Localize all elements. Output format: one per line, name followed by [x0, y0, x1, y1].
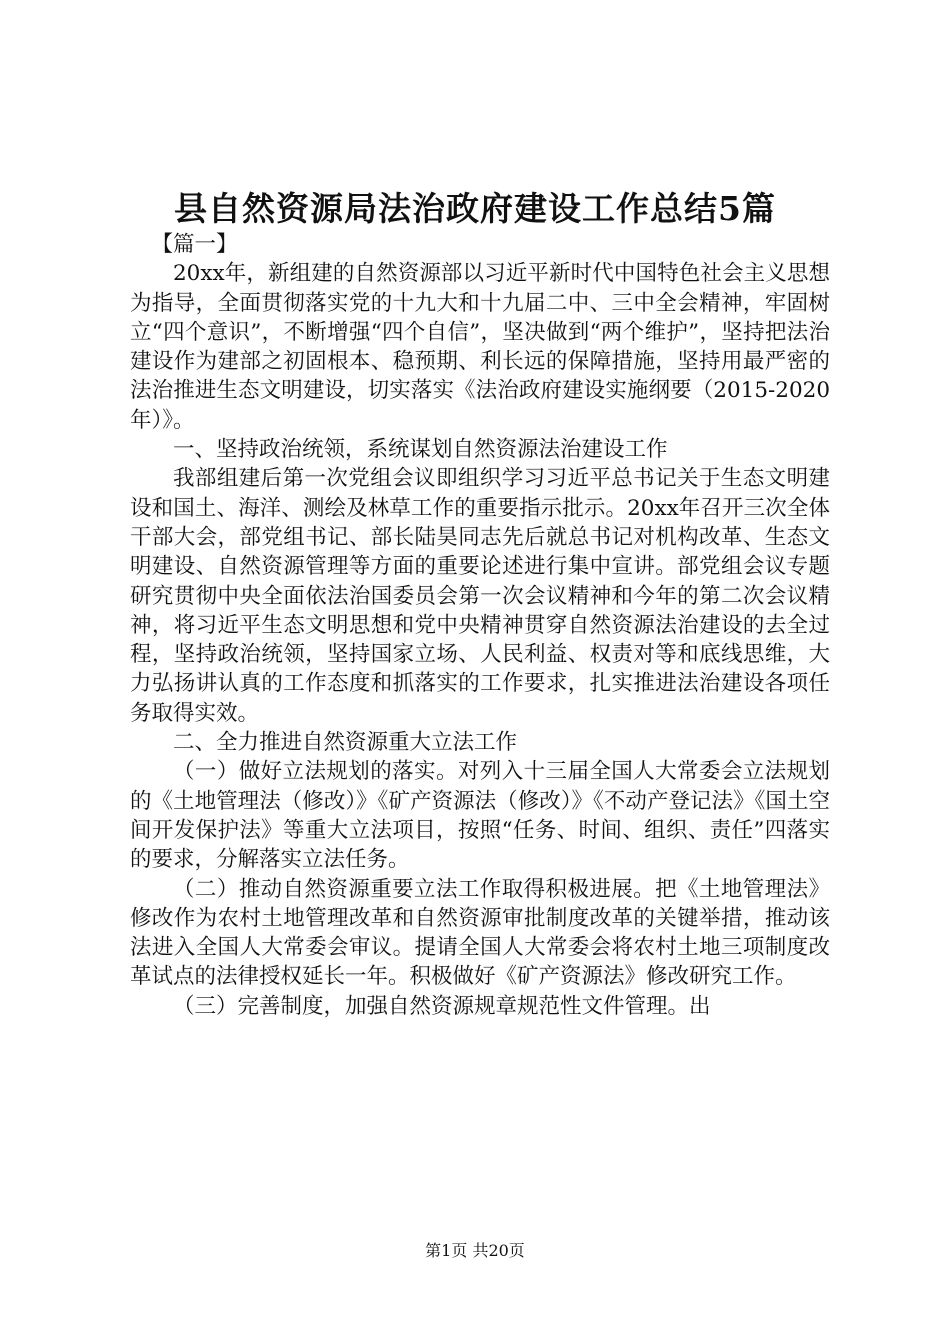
page-footer: 第1页 共20页 — [425, 1241, 525, 1260]
paragraph-section-1: 我部组建后第一次党组会议即组织学习习近平总书记关于生态文明建设和国土、海洋、测绘及林草工作的重要指示批示。20xx年召开三次全体干部大会，部党组书记、部长陆昊同志先后就总书记对机构改革、生态文明建设、自然资源管理等方面的重要论述进行集中宣讲。部党组会议专题研究贯彻中央全面依法治国委员会第一次会议精神和今年的第二次会议精神，将习近平生态文明思想和党中央精神贯穿自然资源法治建设的去全过程，坚持政治统领，坚持国家立场、人民利益、权责对等和底线思维，大力弘扬讲认真的工作态度和抓落实的工作要求，扎实推进法治建设各项任务取得实效。 — [130, 466, 830, 726]
paragraph-subsection-2: （二）推动自然资源重要立法工作取得积极进展。把《土地管理法》修改作为农村土地管理改革和自然资源审批制度改革的关键举措，推动该法进入全国人大常委会审议。提请全国人大常委会将农村土地三项制度改革试点的法律授权延长一年。积极做好《矿产资源法》修改研究工作。 — [130, 876, 830, 990]
paragraph-subsection-1: （一）做好立法规划的落实。对列入十三届全国人大常委会立法规划的《土地管理法（修改）》《矿产资源法（修改）》《不动产登记法》《国土空间开发保护法》等重大立法项目，按照“任务、时间、组织、责任”四落实的要求，分解落实立法任务。 — [130, 759, 830, 873]
paragraph-subsection-3: （三）完善制度，加强自然资源规章规范性文件管理。出 — [173, 993, 711, 1019]
document-body — [130, 230, 830, 1021]
document-title: 县自然资源局法治政府建设工作总结5篇 — [174, 189, 776, 228]
section-mark: 【篇一】 — [151, 232, 238, 257]
paragraph-intro: 20xx年，新组建的自然资源部以习近平新时代中国特色社会主义思想为指导，全面贯彻落实党的十九大和十九届二中、三中全会精神，牢固树立“四个意识”，不断增强“四个自信”，坚决做到“两个维护”，坚持把法治建设作为建部之初固根本、稳预期、利长远的保障措施，坚持用最严密的法治推进生态文明建设，切实落实《法治政府建设实施纲要（2015-2020年）》。 — [130, 261, 830, 433]
section-heading-1: 一、坚持政治统领，系统谋划自然资源法治建设工作 — [173, 437, 668, 463]
section-heading-2: 二、全力推进自然资源重大立法工作 — [173, 730, 518, 756]
